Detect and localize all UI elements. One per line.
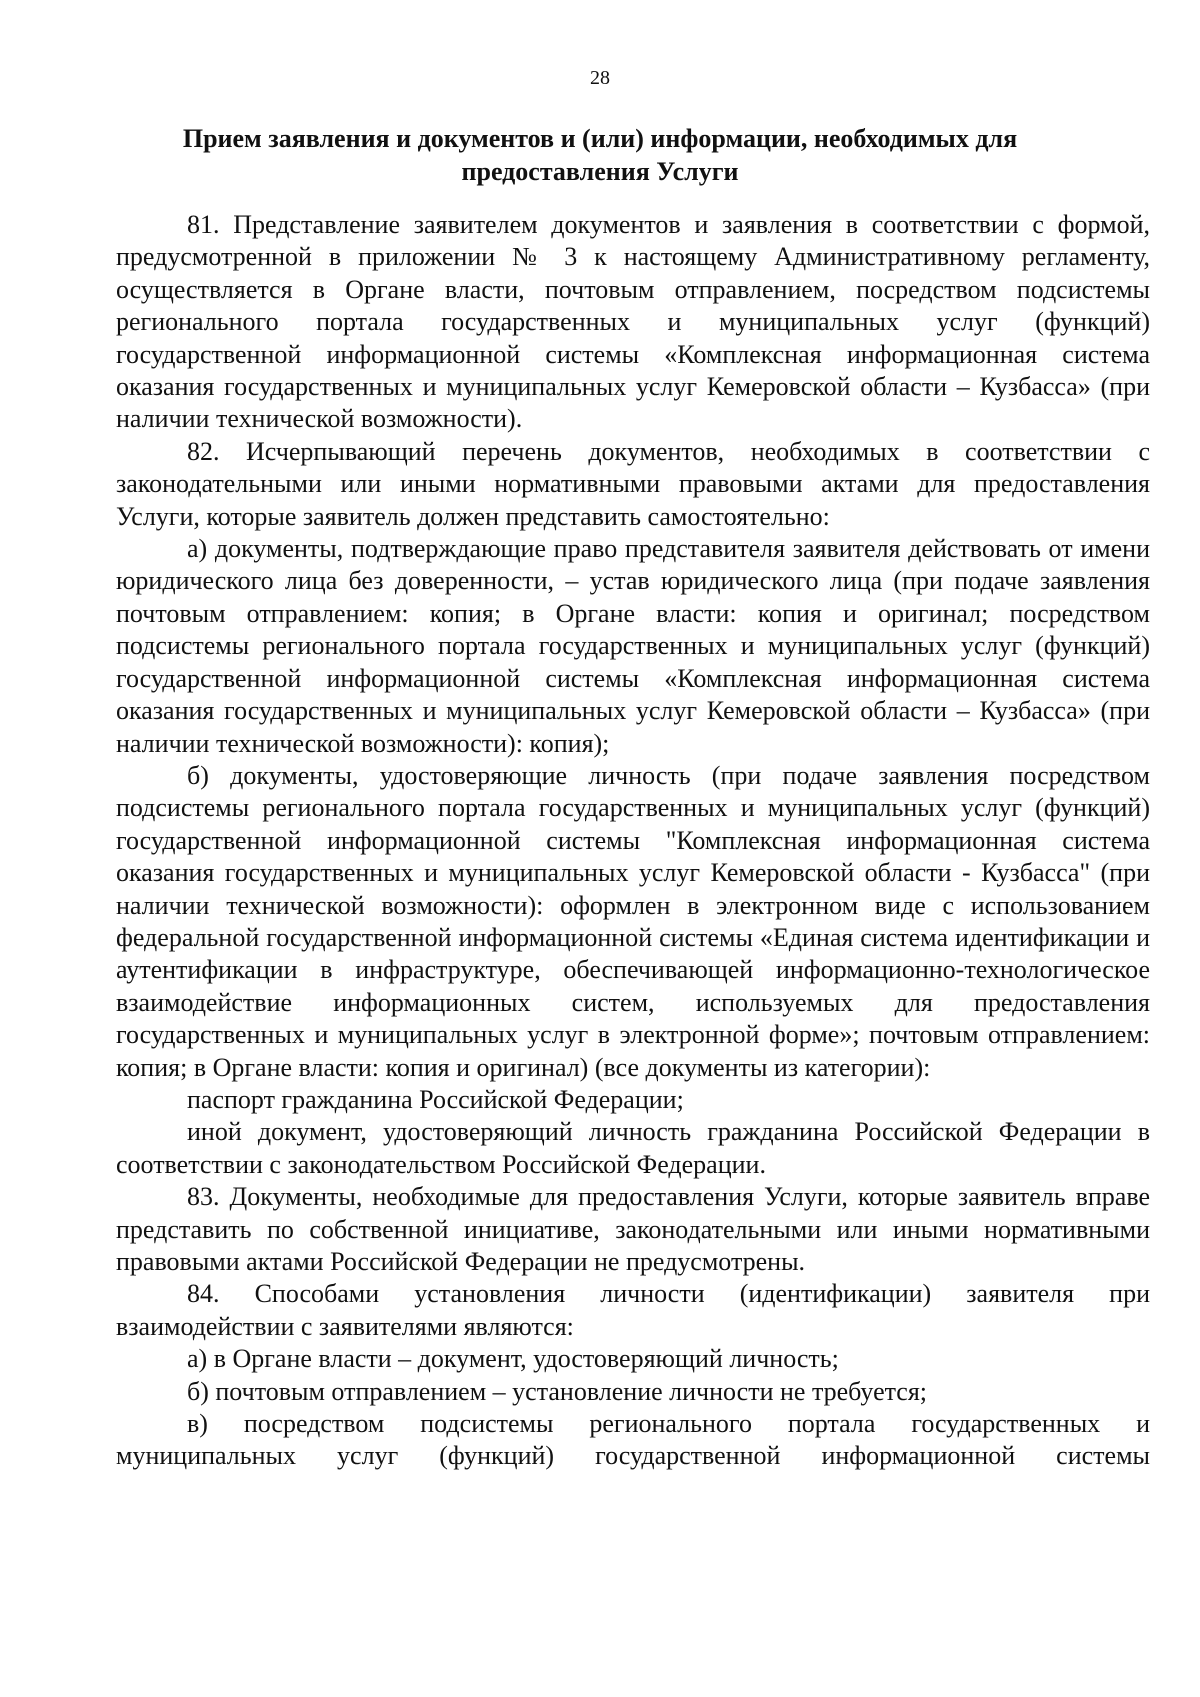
page-number: 28 (590, 67, 610, 89)
list-item-passport: паспорт гражданина Российской Федерации; (187, 1084, 684, 1114)
paragraph-84-c: в) посредством подсистемы регионального портала государственных и муниципальных услуг (функций) государственной информационной системы (116, 1409, 1150, 1471)
paragraph-82-a: а) документы, подтверждающие право представителя заявителя действовать от имени юридического лица без доверенности, – устав юридического лица (при подаче заявления почтовым отправлением: копия; в Органе власти: копия и оригинал; посредством подсистемы регионального портала государственных и муниципальных услуг (функций) государственной информационной системы «Комплексная информационная система оказания государственных и муниципальных услуг Кемеровской области – Кузбасса» (при наличии технической возможности): копия); (116, 534, 1150, 758)
list-item-other-document: иной документ, удостоверяющий личность гражданина Российской Федерации в соответствии с законодательством Российской Федерации. (116, 1117, 1150, 1179)
paragraph-84-b: б) почтовым отправлением – установление личности не требуется; (187, 1376, 928, 1406)
paragraph-82: 82. Исчерпывающий перечень документов, необходимых в соответствии с законодательными или иными нормативными правовыми актами для предоставления Услуги, которые заявитель должен представить самостоятельно: (116, 436, 1150, 531)
paragraph-84: 84. Способами установления личности (идентификации) заявителя при взаимодействии с заявителями являются: (116, 1279, 1150, 1341)
paragraph-81: 81. Представление заявителем документов и заявления в соответствии с формой, предусмотренной в приложении № 3 к настоящему Административному регламенту, осуществляется в Органе власти, почтовым отправлением, посредством подсистемы регионального портала государственных и муниципальных услуг (функций) государственной информационной системы «Комплексная информационная система оказания государственных и муниципальных услуг Кемеровской области – Кузбасса» (при наличии технической возможности). (116, 210, 1150, 434)
section-heading: Прием заявления и документов и (или) информации, необходимых для предоставления Услуги (182, 124, 1018, 186)
paragraph-83: 83. Документы, необходимые для предоставления Услуги, которые заявитель вправе представить по собственной инициативе, законодательными или иными нормативными правовыми актами Российской Федерации не предусмотрены. (116, 1182, 1150, 1276)
paragraph-84-a: а) в Органе власти – документ, удостоверяющий личность; (187, 1344, 839, 1374)
document-body (116, 209, 1150, 1473)
paragraph-82-b: б) документы, удостоверяющие личность (при подаче заявления посредством подсистемы регионального портала государственных и муниципальных услуг (функций) государственной информационной системы "Комплексная информационная система оказания государственных и муниципальных услуг Кемеровской области - Кузбасса" (при наличии технической возможности): оформлен в электронном виде с использованием федеральной государственной информационной системы «Единая система идентификации и аутентификации в инфраструктуре, обеспечивающей информационно-технологическое взаимодействие информационных систем, используемых для предоставления государственных и муниципальных услуг в электронной форме»; почтовым отправлением: копия; в Органе власти: копия и оригинал) (все документы из категории): (116, 760, 1150, 1082)
